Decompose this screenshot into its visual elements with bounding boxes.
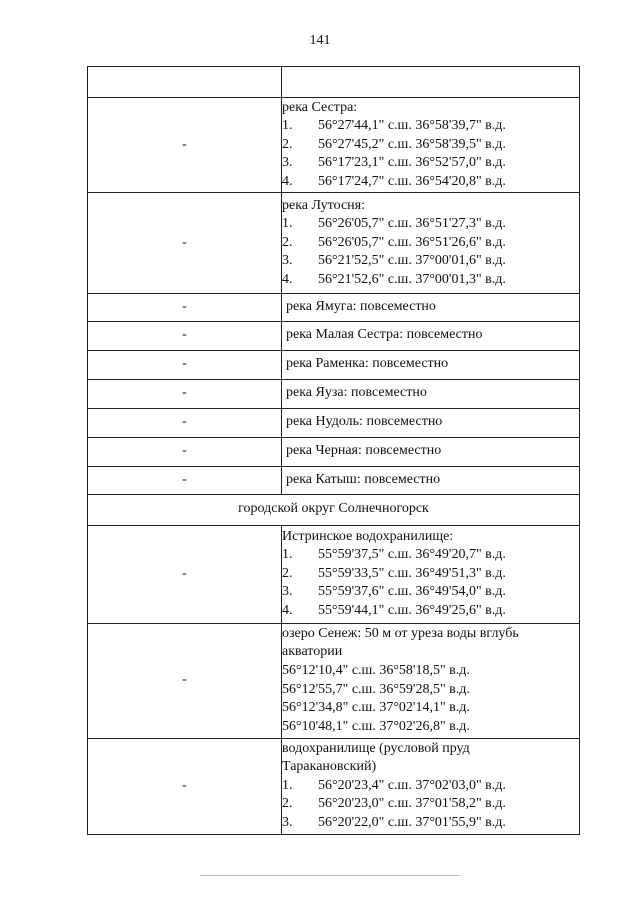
row-content: река Ямуга: повсеместно [282,294,580,322]
row-marker: - [88,623,282,738]
coord-number: 4. [282,271,293,287]
row-marker: - [88,738,282,834]
row-marker: - [88,466,282,494]
coord-item [282,565,579,584]
coord-number: 1. [282,118,293,134]
coord-value: 56°26'05,7" с.ш. 36°51'27,3" в.д. [318,216,506,232]
object-title-line: водохранилище (русловой пруд [282,740,470,756]
table-row [88,350,580,379]
row-content [282,738,580,834]
coord-value: 55°59'44,1" с.ш. 36°49'25,6" в.д. [318,602,506,618]
table-row [88,623,580,738]
row-content [282,525,580,623]
header-cell-left [88,67,282,98]
coord-item [282,271,579,290]
coord-item [282,602,579,621]
object-title-line: Таракановский) [282,759,377,775]
coord-item [282,777,579,796]
section-row [88,494,580,525]
row-content [282,193,580,294]
object-title: река Лутосня: [282,197,365,213]
coord-number: 2. [282,136,293,152]
coord-item [282,795,579,814]
table-row [88,193,580,294]
table-row [88,294,580,322]
row-content: река Нудоль: повсеместно [282,408,580,437]
row-content: река Черная: повсеместно [282,437,580,466]
row-marker: - [88,193,282,294]
header-cell-right [282,67,580,98]
coord-number: 2. [282,565,293,581]
row-content [282,98,580,193]
coord-item [282,215,579,234]
coord-value: 55°59'33,5" с.ш. 36°49'51,3" в.д. [318,565,506,581]
object-title-line: акватории [282,644,343,660]
table-row [88,321,580,350]
coord-number: 4. [282,602,293,618]
coord-value: 56°20'22,0" с.ш. 37°01'55,9" в.д. [318,814,506,830]
coord-item [282,583,579,602]
coord-line: 56°12'34,8" с.ш. 37°02'14,1" в.д. [282,700,470,716]
coord-item [282,154,579,173]
table-row [88,525,580,623]
row-marker: - [88,350,282,379]
coord-item [282,173,579,192]
coord-item [282,814,579,833]
coord-number: 4. [282,173,293,189]
coord-line: 56°12'10,4" с.ш. 36°58'18,5" в.д. [282,663,470,678]
coord-number: 3. [282,155,293,171]
table-row [88,98,580,193]
coord-value: 56°20'23,4" с.ш. 37°02'03,0" в.д. [318,777,506,793]
coord-value: 56°27'45,2" с.ш. 36°58'39,5" в.д. [318,136,506,152]
coord-number: 2. [282,234,293,250]
coord-number: 3. [282,584,293,600]
table-header-row [88,67,580,98]
page-number: 141 [309,33,331,48]
object-title-line: озеро Сенеж: 50 м от уреза воды вглубь [282,625,519,641]
row-content: река Малая Сестра: повсеместно [282,321,580,350]
coord-value: 56°20'23,0" с.ш. 37°01'58,2" в.д. [318,796,506,812]
coord-value: 56°21'52,6" с.ш. 37°00'01,3" в.д. [318,271,506,287]
row-marker: - [88,321,282,350]
coord-item [282,546,579,565]
coord-item [282,234,579,253]
coord-number: 3. [282,253,293,269]
coord-value: 56°27'44,1" с.ш. 36°58'39,7" в.д. [318,118,506,134]
coord-value: 55°59'37,6" с.ш. 36°49'54,0" в.д. [318,584,506,600]
coord-number: 3. [282,814,293,830]
table-row [88,466,580,494]
row-content: река Катыш: повсеместно [282,466,580,494]
coord-line: 56°12'55,7" с.ш. 36°59'28,5" в.д. [282,681,470,697]
coord-item [282,117,579,136]
table-row [88,408,580,437]
coord-number: 1. [282,777,293,793]
coord-item [282,136,579,155]
row-marker: - [88,294,282,322]
coord-value: 56°17'23,1" с.ш. 36°52'57,0" в.д. [318,155,506,171]
section-title: городской округ Солнечногорск [88,494,580,525]
object-title: Истринское водохранилище: [282,528,454,544]
row-marker: - [88,379,282,408]
row-content [282,623,580,738]
row-marker: - [88,98,282,193]
coord-number: 1. [282,216,293,232]
coord-line: 56°10'48,1" с.ш. 37°02'26,8" в.д. [282,718,470,734]
row-marker: - [88,437,282,466]
coord-value: 56°17'24,7" с.ш. 36°54'20,8" в.д. [318,173,506,189]
row-marker: - [88,408,282,437]
row-content: река Яуза: повсеместно [282,379,580,408]
coord-value: 56°21'52,5" с.ш. 37°00'01,6" в.д. [318,253,506,269]
table-row [88,379,580,408]
coord-number: 1. [282,547,293,563]
table-row [88,437,580,466]
coord-number: 2. [282,796,293,812]
table-row [88,738,580,834]
coord-item [282,252,579,271]
row-content: река Раменка: повсеместно [282,350,580,379]
coord-value: 55°59'37,5" с.ш. 36°49'20,7" в.д. [318,547,506,563]
page-bottom-rule [200,875,460,876]
row-marker: - [88,525,282,623]
water-objects-table [87,66,580,835]
object-title: река Сестра: [282,99,358,115]
coord-value: 56°26'05,7" с.ш. 36°51'26,6" в.д. [318,234,506,250]
